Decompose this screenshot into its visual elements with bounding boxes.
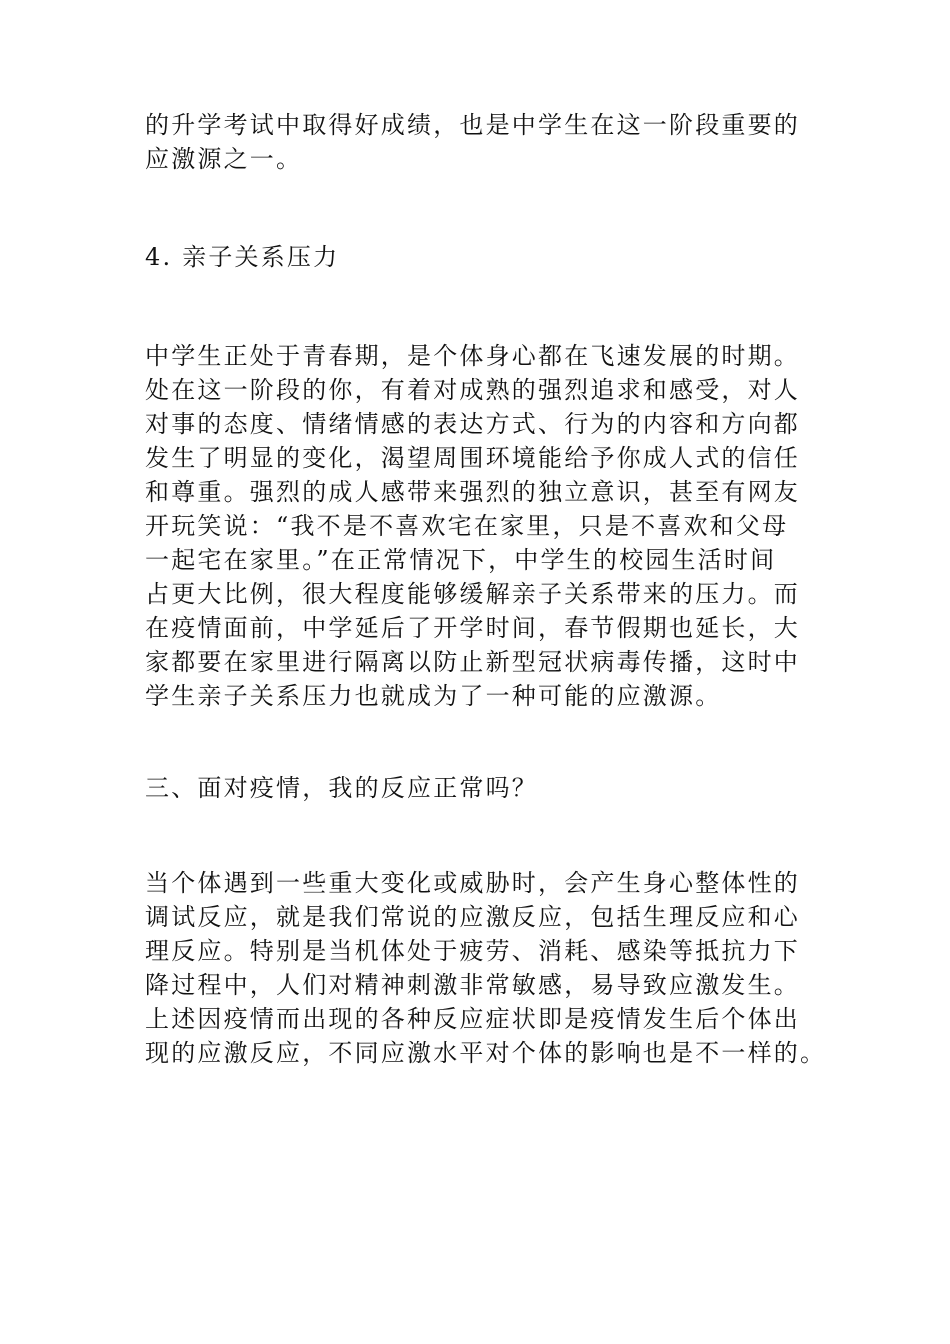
paragraph-line: 处在这一阶段的你，有着对成熟的强烈追求和感受，对人 <box>145 376 800 404</box>
paragraph-line: 发生了明显的变化，渴望周围环境能给予你成人式的信任 <box>145 444 800 472</box>
paragraph-line: 一起宅在家里。”在正常情况下，中学生的校园生活时间 <box>145 546 777 574</box>
paragraph-line: 中学生正处于青春期，是个体身心都在飞速发展的时期。 <box>145 342 800 370</box>
paragraph-line: 学生亲子关系压力也就成为了一种可能的应激源。 <box>145 682 722 710</box>
paragraph-line: 当个体遇到一些重大变化或威胁时，会产生身心整体性的 <box>145 869 800 897</box>
paragraph-line: 在疫情面前，中学延后了开学时间，春节假期也延长，大 <box>145 614 800 642</box>
paragraph-line: 家都要在家里进行隔离以防止新型冠状病毒传播，这时中 <box>145 648 800 676</box>
paragraph-line: 占更大比例，很大程度能够缓解亲子关系带来的压力。而 <box>145 580 800 608</box>
paragraph-line: 和尊重。强烈的成人感带来强烈的独立意识，甚至有网友 <box>145 478 800 506</box>
section-heading-parent-child-pressure: 4. 亲子关系压力 <box>145 243 340 271</box>
paragraph-line: 上述因疫情而出现的各种反应症状即是疫情发生后个体出 <box>145 1005 800 1033</box>
paragraph-line: 现的应激反应，不同应激水平对个体的影响也是不一样的。 <box>145 1039 827 1067</box>
paragraph-line: 应激源之一。 <box>145 145 303 173</box>
section-heading-reaction-normal: 三、面对疫情，我的反应正常吗？ <box>145 774 538 802</box>
paragraph-line: 理反应。特别是当机体处于疲劳、消耗、感染等抵抗力下 <box>145 937 800 965</box>
paragraph-line: 降过程中，人们对精神刺激非常敏感，易导致应激发生。 <box>145 971 800 999</box>
paragraph-line: 开玩笑说：“我不是不喜欢宅在家里，只是不喜欢和父母 <box>145 512 789 540</box>
paragraph-line: 调试反应，就是我们常说的应激反应，包括生理反应和心 <box>145 903 800 931</box>
paragraph-line: 的升学考试中取得好成绩，也是中学生在这一阶段重要的 <box>145 111 800 139</box>
paragraph-line: 对事的态度、情绪情感的表达方式、行为的内容和方向都 <box>145 410 800 438</box>
